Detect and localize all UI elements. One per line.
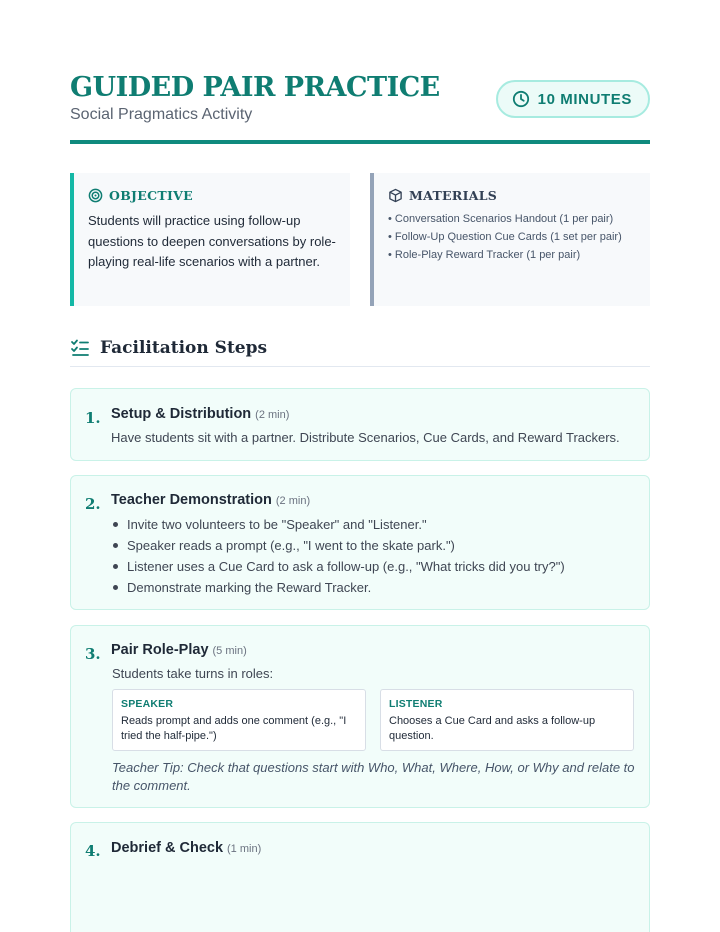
step-number: 2.	[85, 495, 101, 513]
teacher-tip: Teacher Tip: Check that questions start with Who, What, Where, How, or Why and relate to the comment.	[112, 760, 635, 793]
role-text: Reads prompt and adds one comment (e.g., "I tried the half-pipe.")	[121, 715, 347, 742]
clock-icon	[512, 90, 530, 108]
step-description: Have students sit with a partner. Distribute Scenarios, Cue Cards, and Reward Trackers.	[111, 430, 620, 445]
checklist-icon	[70, 338, 90, 358]
demonstration-list	[113, 514, 565, 598]
step-description: Students take turns in roles:	[112, 666, 274, 681]
step-title: Setup & Distribution	[111, 406, 252, 422]
step-duration: (1 min)	[227, 843, 262, 855]
step-duration: (2 min)	[255, 409, 290, 421]
page-subtitle: Social Pragmatics Activity	[70, 106, 253, 123]
step-title-row	[111, 840, 261, 856]
list-item: Demonstrate marking the Reward Tracker.	[113, 577, 565, 598]
step-card-debrief	[70, 822, 650, 932]
step-title-row	[111, 642, 247, 658]
materials-item: • Follow-Up Question Cue Cards (1 set per pair)	[388, 228, 648, 246]
step-number: 3.	[85, 645, 101, 663]
step-duration: (2 min)	[275, 495, 311, 507]
step-number: 1.	[85, 409, 101, 427]
list-item: Speaker reads a prompt (e.g., "I went to the skate park.")	[113, 535, 565, 556]
step-card-setup	[70, 388, 650, 461]
role-card-listener	[380, 689, 634, 751]
roles-row	[112, 689, 634, 751]
objective-box	[70, 173, 350, 306]
list-item: Listener uses a Cue Card to ask a follow-up (e.g., "What tricks did you try?")	[113, 556, 565, 577]
facilitation-title: Facilitation Steps	[100, 338, 268, 358]
header	[70, 70, 650, 144]
facilitation-heading	[70, 334, 650, 367]
step-title: Pair Role-Play	[111, 642, 209, 658]
step-duration: (5 min)	[212, 645, 247, 657]
role-text: Chooses a Cue Card and asks a follow-up question.	[389, 715, 596, 742]
step-title-row	[111, 492, 310, 508]
step-title: Debrief & Check	[111, 840, 224, 856]
box-icon	[388, 188, 403, 203]
materials-box	[370, 173, 650, 306]
duration-badge	[496, 80, 650, 118]
materials-title: MATERIALS	[409, 188, 498, 203]
step-card-demonstration	[70, 475, 650, 610]
role-label: SPEAKER	[121, 698, 174, 710]
role-card-speaker	[112, 689, 366, 751]
materials-heading	[388, 188, 497, 203]
step-number: 4.	[85, 842, 101, 860]
duration-label: 10 MINUTES	[537, 90, 632, 108]
step-title: Teacher Demonstration	[111, 492, 272, 508]
role-label: LISTENER	[389, 698, 443, 710]
list-item: Invite two volunteers to be "Speaker" and "Listener."	[113, 514, 565, 535]
page-title: GUIDED PAIR PRACTICE	[70, 72, 440, 103]
materials-item: • Conversation Scenarios Handout (1 per pair)	[388, 210, 648, 228]
step-card-role-play	[70, 625, 650, 808]
objective-heading	[88, 188, 193, 203]
materials-list	[388, 210, 648, 264]
step-title-row	[111, 406, 289, 422]
materials-item: • Role-Play Reward Tracker (1 per pair)	[388, 246, 648, 264]
objective-title: OBJECTIVE	[109, 188, 193, 203]
target-icon	[88, 188, 103, 203]
objective-text: Students will practice using follow-up questions to deepen conversations by role-playing real-life scenarios with a partner.	[88, 213, 336, 269]
